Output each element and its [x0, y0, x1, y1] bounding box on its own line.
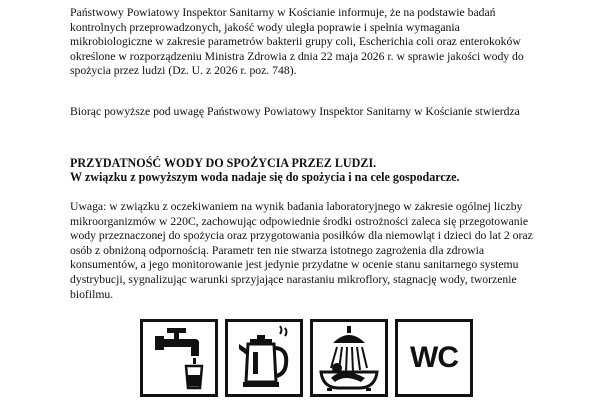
conclusion-intro-paragraph: Biorąc powyższe pod uwagę Państwowy Powiatowy Inspektor Sanitarny w Kościanie stwierdza	[70, 105, 520, 118]
tap-drinking-water-icon-graphic	[143, 322, 215, 394]
usage-icons-row	[140, 319, 470, 400]
kettle-icon	[225, 319, 303, 397]
wc-icon	[395, 319, 473, 397]
water-suitability-statement: W związku z powyższym woda nadaje się do spożycia i na cele gospodarcze.	[70, 170, 460, 184]
wc-label: WC	[410, 341, 458, 374]
shower-bath-icon-graphic	[313, 322, 385, 394]
note-paragraph: Uwaga: w związku z oczekiwaniem na wynik badania laboratoryjnego w zakresie ogólnej liczby mikroorganizmów w 220C, zachowując odpowiednie środki ostrożności zaleca się przegotowanie wody przeznaczonej do spożycia oraz przygotowania posiłków dla niemowląt i dzieci do lat 2 oraz osób z obniżoną odpornością. Parametr ten nie stwarza istotnego zagrożenia dla zdrowia konsumentów, a jego monitorowanie jest jedynie przydatne w ocenie stanu sanitarnego systemu dystrybucji, sygnalizując warunki sprzyjające narastaniu mikroflory, stagnację wody, tworzenie biofilmu.	[70, 200, 533, 301]
shower-bath-icon	[310, 319, 388, 397]
announcement-paragraph: Państwowy Powiatowy Inspektor Sanitarny w Kościanie informuje, że na podstawie badań kontrolnych przeprowadzonych, jakość wody uległa poprawie i spełnia wymagania mikrobiologiczne w zakresie parametrów bakterii grupy coli, Escherichia coli oraz enterokoków określone w rozporządzeniu Ministra Zdrowia z dnia 22 maja 2026 r. w sprawie jakości wody do spożycia przez ludzi (Dz. U. z 2026 r. poz. 748).	[70, 6, 524, 78]
water-suitability-heading: PRZYDATNOŚĆ WODY DO SPOŻYCIA PRZEZ LUDZI.	[70, 156, 377, 170]
tap-drinking-water-icon	[140, 319, 218, 397]
kettle-icon-graphic	[228, 322, 300, 394]
